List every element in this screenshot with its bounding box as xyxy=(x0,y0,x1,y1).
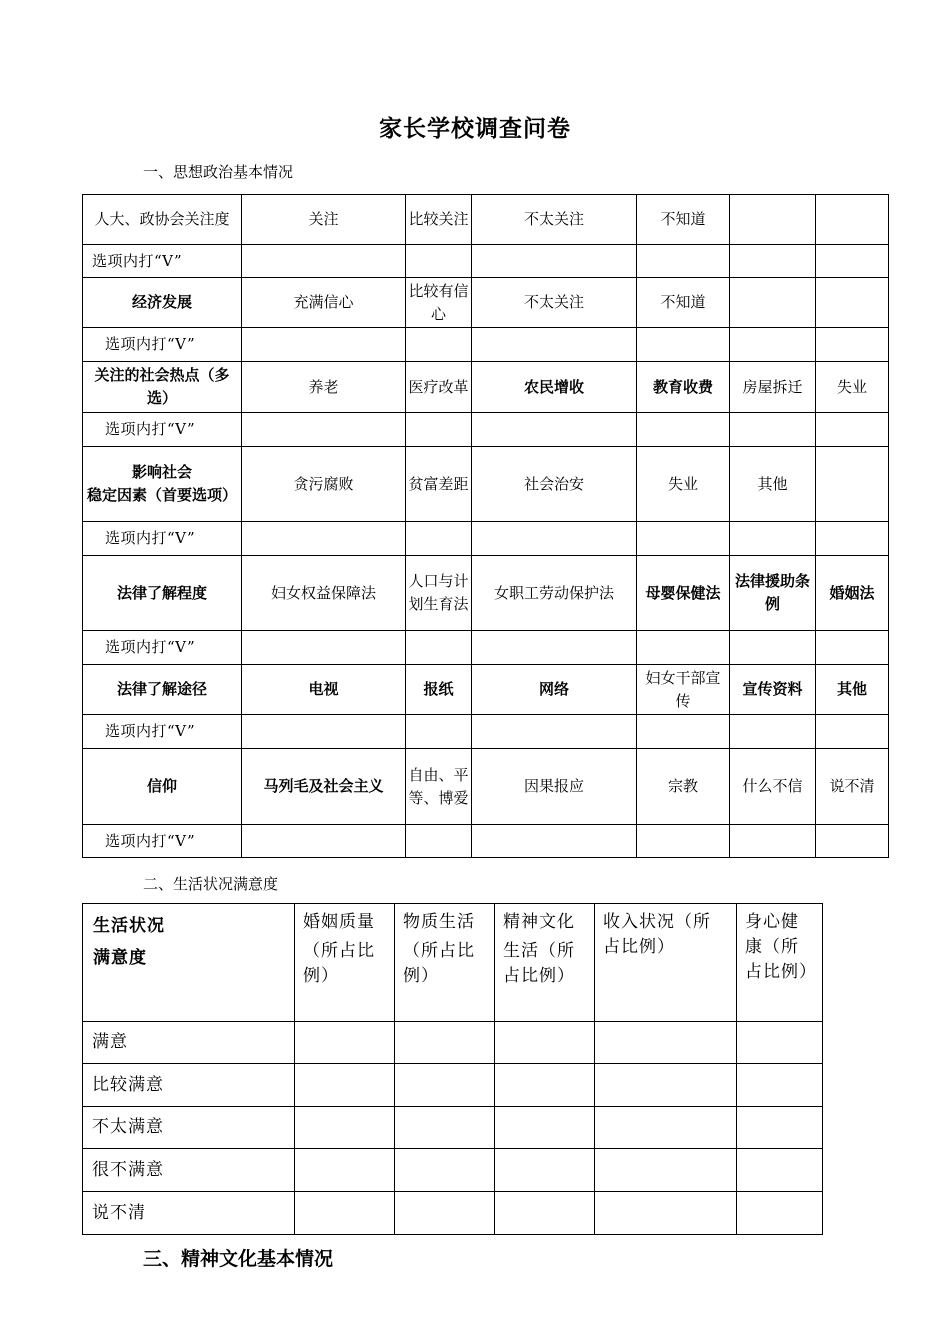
column-header xyxy=(495,904,595,1022)
section-heading-culture: 三、精神文化基本情况 xyxy=(143,1248,334,1270)
option-cell: 失业 xyxy=(637,447,730,522)
answer-cell[interactable] xyxy=(395,1149,495,1192)
answer-cell[interactable] xyxy=(242,825,406,858)
option-cell xyxy=(816,278,889,328)
header-line: 婚姻质量 xyxy=(303,912,375,932)
answer-cell[interactable] xyxy=(730,413,816,447)
option-cell: 妇女权益保障法 xyxy=(242,556,406,631)
answer-cell[interactable] xyxy=(295,1192,395,1235)
option-cell: 宣传资料 xyxy=(730,665,816,715)
answer-row xyxy=(83,245,889,278)
answer-cell[interactable] xyxy=(472,522,637,556)
option-cell: 自由、平等、博爱 xyxy=(406,749,472,825)
answer-cell[interactable] xyxy=(730,328,816,362)
section-heading-life: 二、生活状况满意度 xyxy=(143,875,279,893)
option-cell: 房屋拆迁 xyxy=(730,362,816,413)
row-label: 不太满意 xyxy=(83,1107,295,1149)
answer-cell[interactable] xyxy=(295,1064,395,1107)
answer-cell[interactable] xyxy=(595,1192,737,1235)
answer-cell[interactable] xyxy=(637,631,730,665)
column-header xyxy=(395,904,495,1022)
answer-cell[interactable] xyxy=(242,715,406,749)
header-line: 精神文化 xyxy=(503,912,575,932)
answer-cell[interactable] xyxy=(495,1022,595,1064)
answer-cell[interactable] xyxy=(472,825,637,858)
option-cell: 教育收费 xyxy=(637,362,730,413)
option-cell: 关注 xyxy=(242,195,406,245)
option-cell: 婚姻法 xyxy=(816,556,889,631)
answer-cell[interactable] xyxy=(406,715,472,749)
answer-cell[interactable] xyxy=(816,522,889,556)
option-cell xyxy=(816,195,889,245)
option-cell: 报纸 xyxy=(406,665,472,715)
answer-cell[interactable] xyxy=(242,631,406,665)
option-cell: 妇女干部宣传 xyxy=(637,665,730,715)
answer-cell[interactable] xyxy=(730,522,816,556)
answer-cell[interactable] xyxy=(406,825,472,858)
answer-cell[interactable] xyxy=(472,413,637,447)
answer-cell[interactable] xyxy=(816,715,889,749)
answer-cell[interactable] xyxy=(472,715,637,749)
answer-cell[interactable] xyxy=(495,1107,595,1149)
answer-row xyxy=(83,825,889,858)
answer-cell[interactable] xyxy=(816,631,889,665)
option-cell: 因果报应 xyxy=(472,749,637,825)
option-cell: 社会治安 xyxy=(472,447,637,522)
question-row xyxy=(83,665,889,715)
table-row xyxy=(83,1064,823,1107)
life-satisfaction-table xyxy=(82,903,823,1235)
answer-cell[interactable] xyxy=(242,245,406,278)
answer-cell[interactable] xyxy=(637,245,730,278)
answer-cell[interactable] xyxy=(730,245,816,278)
option-cell xyxy=(730,278,816,328)
table-row xyxy=(83,1107,823,1149)
answer-cell[interactable] xyxy=(737,1149,823,1192)
option-cell: 养老 xyxy=(242,362,406,413)
option-cell: 医疗改革 xyxy=(406,362,472,413)
option-cell: 人口与计划生育法 xyxy=(406,556,472,631)
option-cell: 马列毛及社会主义 xyxy=(242,749,406,825)
option-cell: 贫富差距 xyxy=(406,447,472,522)
answer-cell[interactable] xyxy=(295,1022,395,1064)
question-row xyxy=(83,362,889,413)
header-row xyxy=(83,904,823,1022)
option-cell: 宗教 xyxy=(637,749,730,825)
answer-cell[interactable] xyxy=(406,631,472,665)
corner-header xyxy=(83,904,295,1022)
answer-cell[interactable] xyxy=(730,631,816,665)
option-cell: 法律援助条例 xyxy=(730,556,816,631)
answer-cell[interactable] xyxy=(395,1192,495,1235)
question-label-line: 影响社会 xyxy=(131,463,192,481)
option-cell: 女职工劳动保护法 xyxy=(472,556,637,631)
row-label: 满意 xyxy=(83,1022,295,1064)
mark-instruction: 选项内打“V” xyxy=(83,715,242,749)
option-cell: 不太关注 xyxy=(472,278,637,328)
table-row xyxy=(83,1022,823,1064)
answer-cell[interactable] xyxy=(816,328,889,362)
answer-row xyxy=(83,715,889,749)
answer-cell[interactable] xyxy=(406,522,472,556)
mark-instruction: 选项内打“V” xyxy=(83,825,242,858)
option-cell xyxy=(816,447,889,522)
answer-cell[interactable] xyxy=(595,1064,737,1107)
question-label xyxy=(83,447,242,522)
answer-cell[interactable] xyxy=(242,522,406,556)
answer-cell[interactable] xyxy=(637,328,730,362)
answer-cell[interactable] xyxy=(816,825,889,858)
answer-cell[interactable] xyxy=(242,413,406,447)
answer-cell[interactable] xyxy=(637,522,730,556)
option-cell: 网络 xyxy=(472,665,637,715)
answer-cell[interactable] xyxy=(472,631,637,665)
answer-cell[interactable] xyxy=(295,1149,395,1192)
answer-cell[interactable] xyxy=(406,413,472,447)
header-line: （所占比例） xyxy=(303,941,375,986)
option-cell: 说不清 xyxy=(816,749,889,825)
option-cell: 电视 xyxy=(242,665,406,715)
answer-cell[interactable] xyxy=(472,328,637,362)
mark-instruction: 选项内打“V” xyxy=(83,631,242,665)
question-row xyxy=(83,556,889,631)
answer-cell[interactable] xyxy=(637,715,730,749)
option-cell: 失业 xyxy=(816,362,889,413)
mark-instruction: 选项内打“V” xyxy=(83,328,242,362)
answer-cell[interactable] xyxy=(495,1064,595,1107)
answer-cell[interactable] xyxy=(295,1107,395,1149)
option-cell: 母婴保健法 xyxy=(637,556,730,631)
answer-cell[interactable] xyxy=(395,1064,495,1107)
answer-cell[interactable] xyxy=(737,1107,823,1149)
answer-cell[interactable] xyxy=(395,1107,495,1149)
answer-cell[interactable] xyxy=(595,1022,737,1064)
column-header xyxy=(595,904,737,1022)
answer-cell[interactable] xyxy=(495,1192,595,1235)
mark-instruction: 选项内打“V” xyxy=(83,245,242,278)
question-label: 法律了解途径 xyxy=(83,665,242,715)
answer-cell[interactable] xyxy=(816,245,889,278)
option-cell: 充满信心 xyxy=(242,278,406,328)
option-cell: 不太关注 xyxy=(472,195,637,245)
question-row xyxy=(83,195,889,245)
row-label: 说不清 xyxy=(83,1192,295,1235)
page-title: 家长学校调查问卷 xyxy=(379,115,571,142)
column-header xyxy=(737,904,823,1022)
answer-cell[interactable] xyxy=(737,1064,823,1107)
question-row xyxy=(83,749,889,825)
option-cell: 其他 xyxy=(730,447,816,522)
question-row xyxy=(83,278,889,328)
question-label: 经济发展 xyxy=(83,278,242,328)
answer-cell[interactable] xyxy=(637,825,730,858)
answer-cell[interactable] xyxy=(737,1022,823,1064)
answer-cell[interactable] xyxy=(472,245,637,278)
corner-line: 生活状况 xyxy=(93,916,165,936)
header-line: 物质生活 xyxy=(403,912,475,932)
option-cell: 不知道 xyxy=(637,278,730,328)
corner-line: 满意度 xyxy=(93,948,147,968)
answer-cell[interactable] xyxy=(242,328,406,362)
answer-cell[interactable] xyxy=(816,413,889,447)
answer-cell[interactable] xyxy=(395,1022,495,1064)
header-line: 收入状况（所占比例） xyxy=(603,912,711,957)
answer-row xyxy=(83,413,889,447)
column-header xyxy=(295,904,395,1022)
answer-cell[interactable] xyxy=(737,1192,823,1235)
option-cell: 其他 xyxy=(816,665,889,715)
option-cell: 农民增收 xyxy=(472,362,637,413)
option-cell xyxy=(730,195,816,245)
answer-cell[interactable] xyxy=(495,1149,595,1192)
question-label: 法律了解程度 xyxy=(83,556,242,631)
answer-row xyxy=(83,631,889,665)
answer-cell[interactable] xyxy=(730,825,816,858)
answer-cell[interactable] xyxy=(406,328,472,362)
row-label: 比较满意 xyxy=(83,1064,295,1107)
option-cell: 比较关注 xyxy=(406,195,472,245)
politics-survey-table xyxy=(82,194,889,858)
header-line: （所占比例） xyxy=(403,941,475,986)
header-line: 生活（所占比例） xyxy=(503,941,575,986)
answer-cell[interactable] xyxy=(637,413,730,447)
table-row xyxy=(83,1149,823,1192)
answer-row xyxy=(83,328,889,362)
question-label: 关注的社会热点（多选） xyxy=(83,362,242,413)
question-label: 人大、政协会关注度 xyxy=(83,195,242,245)
option-cell: 贪污腐败 xyxy=(242,447,406,522)
table-row xyxy=(83,1192,823,1235)
mark-instruction: 选项内打“V” xyxy=(83,522,242,556)
option-cell: 比较有信心 xyxy=(406,278,472,328)
option-cell: 什么不信 xyxy=(730,749,816,825)
answer-cell[interactable] xyxy=(406,245,472,278)
answer-cell[interactable] xyxy=(730,715,816,749)
row-label: 很不满意 xyxy=(83,1149,295,1192)
answer-row xyxy=(83,522,889,556)
answer-cell[interactable] xyxy=(595,1149,737,1192)
section-heading-politics: 一、思想政治基本情况 xyxy=(143,163,294,181)
header-line: 身心健康（所占比例） xyxy=(745,912,817,982)
question-row xyxy=(83,447,889,522)
question-label: 信仰 xyxy=(83,749,242,825)
mark-instruction: 选项内打“V” xyxy=(83,413,242,447)
question-label-line: 稳定因素（首要选项） xyxy=(86,486,237,504)
option-cell: 不知道 xyxy=(637,195,730,245)
answer-cell[interactable] xyxy=(595,1107,737,1149)
